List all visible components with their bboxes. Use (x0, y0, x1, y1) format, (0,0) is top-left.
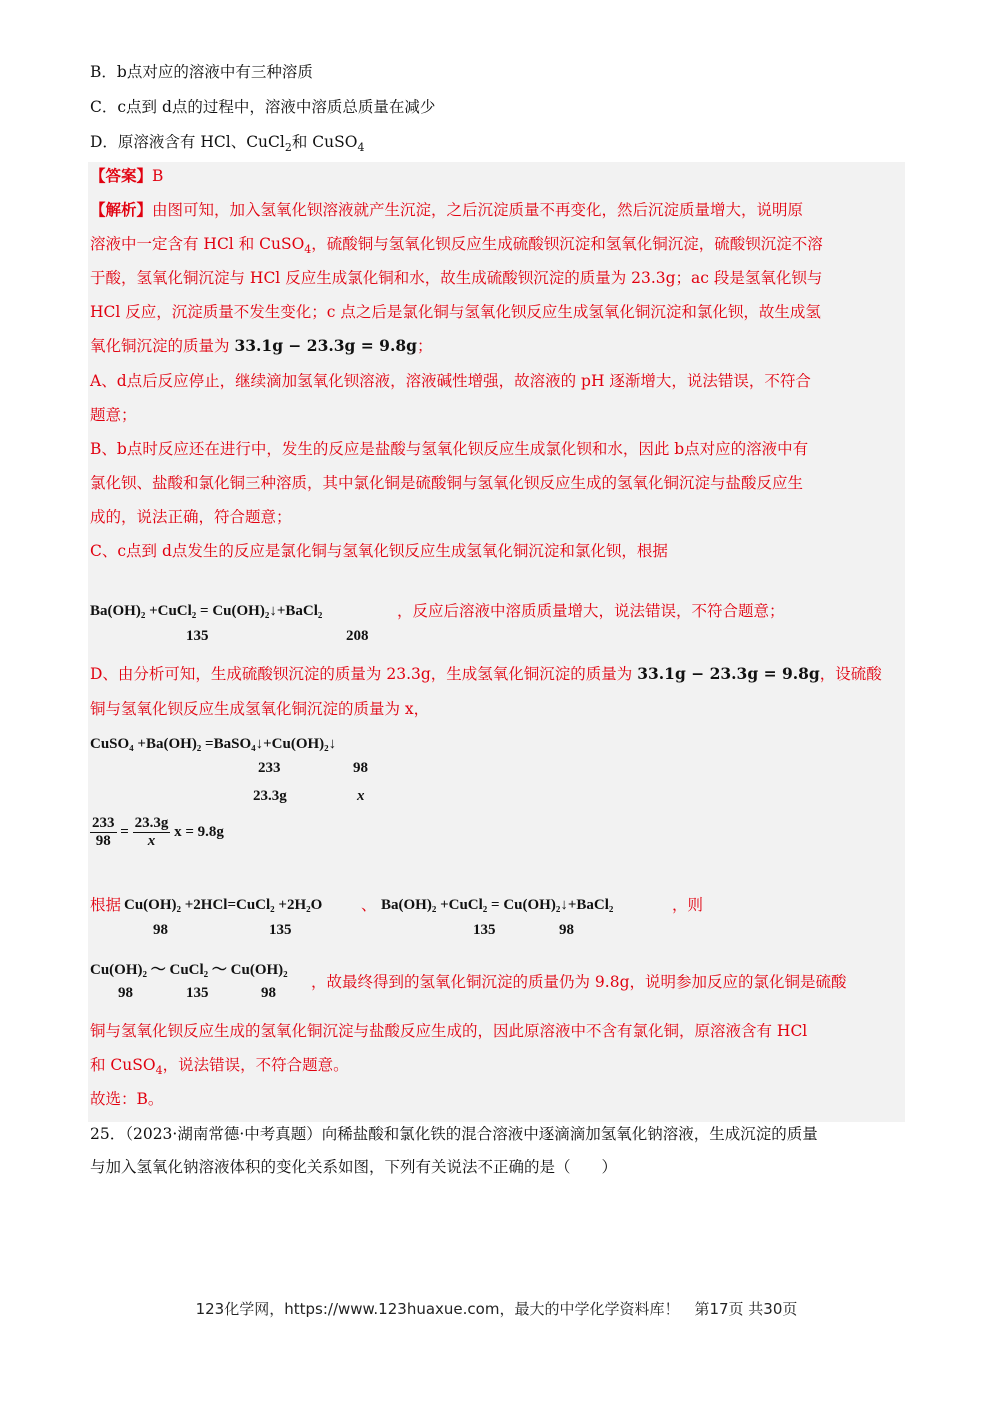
equation-3-mass-2: 135 (269, 922, 292, 938)
equation-5: Cu(OH)₂ ～ CuCl₂ ～ Cu(OH)₂ (90, 962, 288, 978)
analysis-line-5: 氧化铜沉淀的质量为 33.1g − 23.3g = 9.8g； (90, 336, 433, 355)
option-a-analysis-2: 题意； (90, 406, 137, 424)
separator: 、 (361, 896, 377, 914)
answer-label: 【答案】 (90, 166, 153, 185)
option-b-analysis-3: 成的，说法正确，符合题意； (90, 508, 292, 526)
option-a-analysis-1: A、d点后反应停止，继续滴加氢氧化钡溶液，溶液碱性增强，故溶液的 pH 逐渐增大，说法错误，不符合 (90, 372, 811, 390)
equation-1-mass-2: 208 (346, 628, 369, 644)
analysis-line-2: 溶液中一定含有 HCl 和 CuSO$_4$，硫酸铜与氢氧化钡反应生成硫酸钡沉淀和氢氧化铜沉淀，硫酸钡沉淀不溶 (90, 235, 823, 256)
equation-4-mass-2: 98 (559, 922, 574, 938)
option-c-analysis-1: C、c点到 d点发生的反应是氯化铜与氢氧化钡反应生成氢氧化铜沉淀和氯化钡，根据 (90, 542, 668, 560)
page-footer: 123化学网，https://www.123huaxue.com，最大的中学化学资料库！ 第17页 共30页 (195, 1300, 798, 1318)
equation-3-mass-1: 98 (153, 922, 168, 938)
option-d-analysis-3: 根据 (90, 896, 122, 914)
answer-line (90, 166, 163, 186)
equation-1-mass-1: 135 (186, 628, 209, 644)
equation-2-mass-1: 233 (258, 760, 281, 776)
equation-2-value-1: 23.3g (253, 788, 287, 804)
equation-2-mass-2: 98 (353, 760, 368, 776)
answer-value: B (152, 167, 164, 185)
option-d-analysis-1: D、由分析可知，生成硫酸钡沉淀的质量为 23.3g，生成氢氧化铜沉淀的质量为 33.1g − 23.3g = 9.8g，设硫酸 (90, 664, 882, 683)
conclusion: 故选：B。 (90, 1090, 164, 1108)
option-d-analysis-4: ，故最终得到的氢氧化铜沉淀的质量仍为 9.8g，说明参加反应的氯化铜是硫酸 (311, 973, 847, 991)
option-b-analysis-1: B、b点时反应还在进行中，发生的反应是盐酸与氢氧化钡反应生成氯化钡和水，因此 b点对应的溶液中有 (90, 440, 809, 458)
option-b-analysis-2: 氯化钡、盐酸和氯化铜三种溶质，其中氯化铜是硫酸铜与氢氧化钡反应生成的氢氧化铜沉淀与盐酸反应生 (90, 474, 804, 492)
option-d-analysis-6: 和 CuSO$_4$，说法错误，不符合题意。 (90, 1056, 349, 1077)
mass-formula: 33.1g − 23.3g = 9.8g (234, 336, 417, 355)
equation-4-mass-1: 135 (473, 922, 496, 938)
question-25-line-1: 25．（2023·湖南常德·中考真题）向稀盐酸和氯化铁的混合溶液中逐滴滴加氢氧化钠溶液，生成沉淀的质量 (90, 1125, 818, 1143)
option-c-analysis-2: ，反应后溶液中溶质质量增大，说法错误，不符合题意； (397, 602, 785, 620)
analysis-line-1: 【解析】由图可知，加入氢氧化钡溶液就产生沉淀，之后沉淀质量不再变化，然后沉淀质量增大，说明原 (90, 200, 804, 219)
equation-2-value-2: x (357, 788, 365, 804)
analysis-line-4: HCl 反应，沉淀质量不发生变化；c 点之后是氯化铜与氢氧化钡反应生成氢氧化铜沉淀和氯化钡，故生成氢 (90, 303, 821, 321)
equation-5-mass-1: 98 (118, 985, 133, 1001)
then-text: ，则 (672, 896, 704, 914)
equation-5-mass-2: 135 (186, 985, 209, 1001)
proportion-equation: $\frac{233}{98}$ = $\frac{23.3g}{x}$ x = 9.8g (92, 815, 224, 849)
equation-1: Ba(OH)₂ +CuCl₂ = Cu(OH)₂↓+BaCl₂ (90, 603, 323, 619)
analysis-label: 【解析】 (90, 200, 153, 219)
option-d-analysis-5: 铜与氢氧化钡反应生成的氢氧化铜沉淀与盐酸反应生成的，因此原溶液中不含有氯化铜，原溶液含有 HCl (90, 1022, 808, 1040)
option-d-analysis-2: 铜与氢氧化钡反应生成氢氧化铜沉淀的质量为 x， (90, 700, 430, 718)
analysis-line-3: 于酸，氢氧化铜沉淀与 HCl 反应生成氯化铜和水，故生成硫酸钡沉淀的质量为 23.3g；ac 段是氢氧化钡与 (90, 269, 823, 287)
equation-3: Cu(OH)₂ +2HCl=CuCl₂ +2H₂O (124, 897, 323, 913)
mass-formula-2: 33.1g − 23.3g = 9.8g (637, 664, 820, 683)
option-b: B．b点对应的溶液中有三种溶质 (90, 63, 313, 81)
option-c: C．c点到 d点的过程中，溶液中溶质总质量在减少 (90, 98, 436, 116)
equation-4: Ba(OH)₂ +CuCl₂ = Cu(OH)₂↓+BaCl₂ (381, 897, 614, 913)
equation-5-mass-3: 98 (261, 985, 276, 1001)
option-d: D．原溶液含有 HCl、CuCl$_2$和 CuSO$_4$ (90, 133, 365, 154)
equation-2: CuSO₄ +Ba(OH)₂ =BaSO₄↓+Cu(OH)₂↓ (90, 736, 337, 752)
question-25-line-2: 与加入氢氧化钠溶液体积的变化关系如图，下列有关说法不正确的是（ ） (90, 1158, 618, 1176)
